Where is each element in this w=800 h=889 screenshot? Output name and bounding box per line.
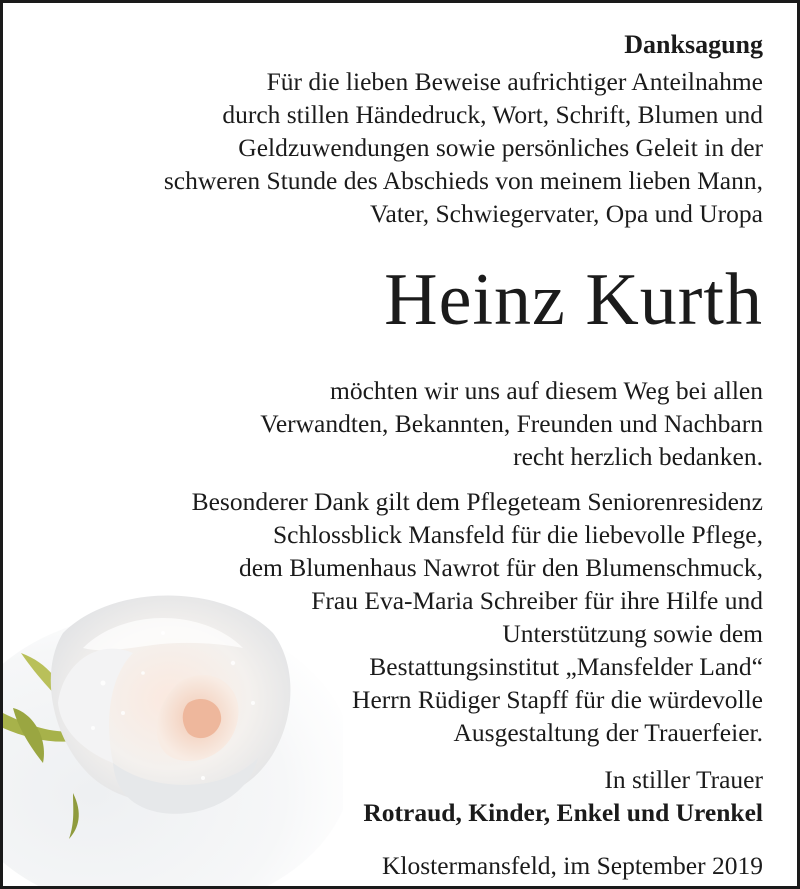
notice-text xyxy=(23,27,763,882)
thanks-line: recht herzlich bedanken. xyxy=(513,442,763,471)
signers: Rotraud, Kinder, Enkel und Urenkel xyxy=(363,798,763,827)
mourning-line: In stiller Trauer xyxy=(604,765,763,794)
deceased-name: Heinz Kurth xyxy=(384,259,763,341)
thanks-line: Verwandten, Bekannten, Freunden und Nachbarn xyxy=(260,409,763,438)
special-line: dem Blumenhaus Nawrot für den Blumenschmuck, xyxy=(238,553,763,582)
thanks-paragraph xyxy=(23,374,763,473)
place-date: Klostermansfeld, im September 2019 xyxy=(381,851,763,880)
special-line: Ausgestaltung der Trauerfeier. xyxy=(453,718,763,747)
intro-line: schweren Stunde des Abschieds von meinem lieben Mann, xyxy=(163,166,763,195)
intro-line: Für die lieben Beweise aufrichtiger Anteilnahme xyxy=(266,67,763,96)
special-line: Unterstützung sowie dem xyxy=(502,619,763,648)
special-line: Bestattungsinstitut „Mansfelder Land“ xyxy=(369,652,763,681)
intro-line: durch stillen Händedruck, Wort, Schrift, Blumen und xyxy=(222,100,763,129)
special-thanks-paragraph xyxy=(23,485,763,749)
thanks-line: möchten wir uns auf diesem Weg bei allen xyxy=(330,376,763,405)
notice-title: Danksagung xyxy=(624,30,763,59)
special-line: Frau Eva-Maria Schreiber für ihre Hilfe und xyxy=(311,586,763,615)
special-line: Besonderer Dank gilt dem Pflegeteam Seniorenresidenz xyxy=(191,487,763,516)
special-line: Herrn Rüdiger Stapff für die würdevolle xyxy=(352,685,763,714)
intro-line: Geldzuwendungen sowie persönliches Geleit in der xyxy=(238,133,763,162)
special-line: Schlossblick Mansfeld für die liebevolle Pflege, xyxy=(272,520,763,549)
intro-line: Vater, Schwiegervater, Opa und Uropa xyxy=(369,199,763,228)
intro-paragraph xyxy=(23,65,763,230)
